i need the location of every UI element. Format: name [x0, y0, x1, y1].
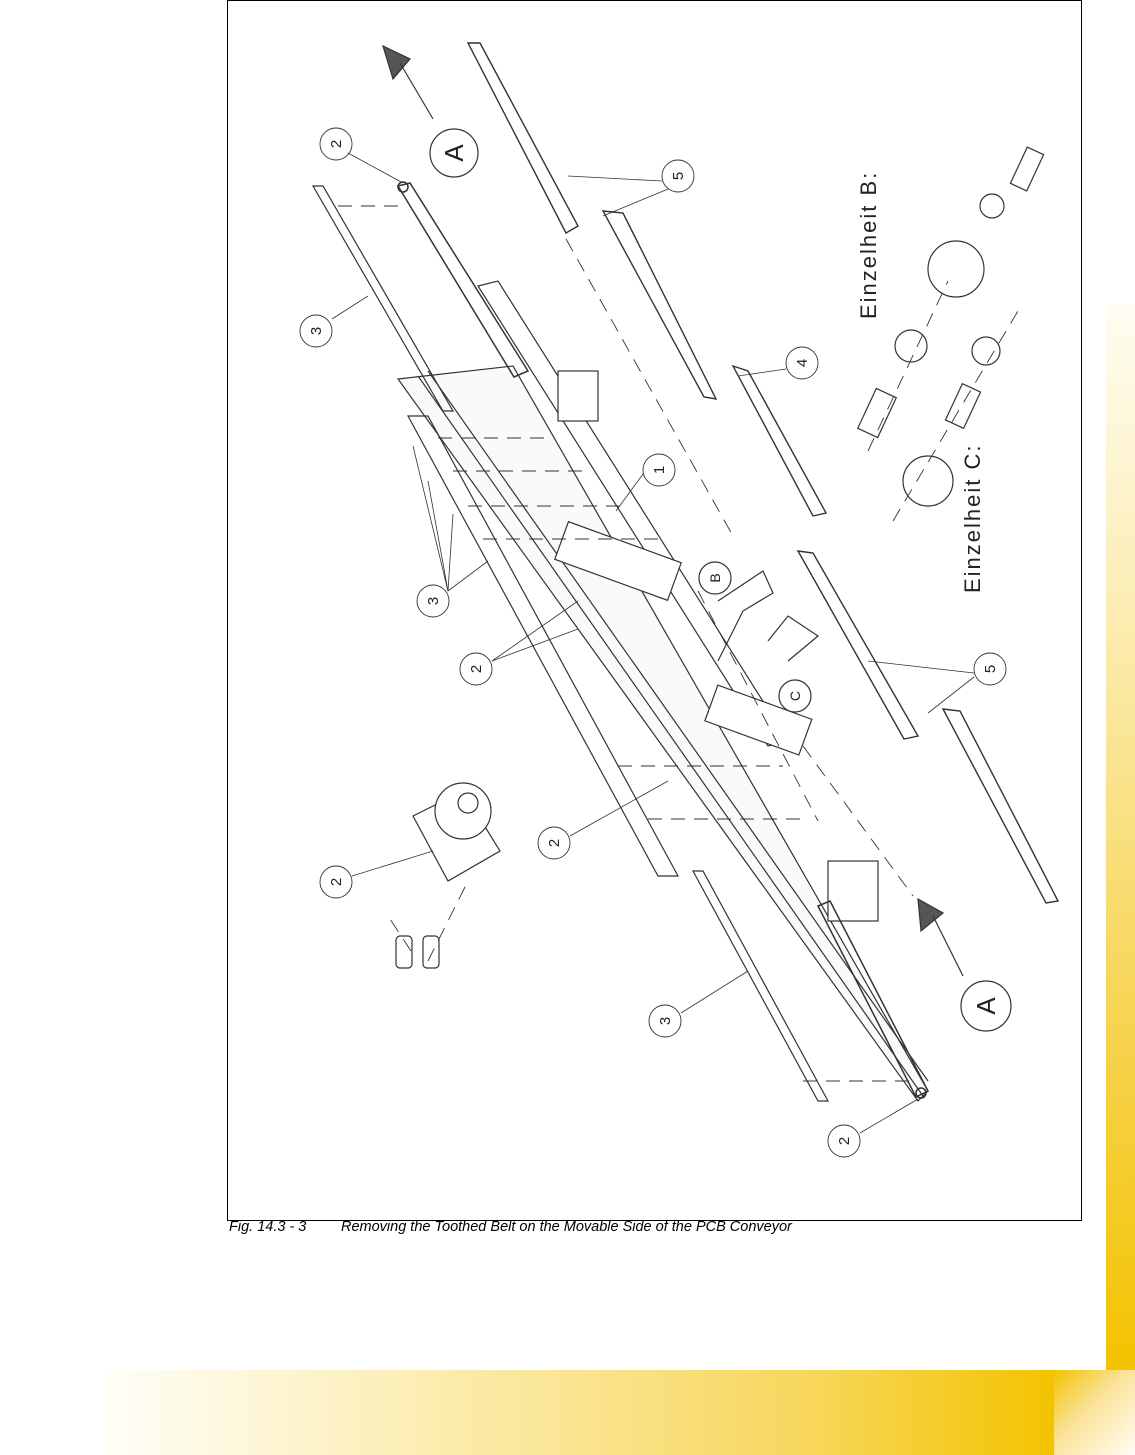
callout-label: 3	[657, 1016, 674, 1026]
callout-label: 1	[651, 465, 668, 475]
callout-label: 5	[670, 171, 687, 181]
assembly-lines	[338, 206, 1018, 1081]
view-arrows	[383, 46, 1011, 1031]
detail-c-label: Einzelheit C:	[960, 443, 985, 593]
callout-label: 2	[328, 139, 345, 149]
drive-gear-assembly	[396, 783, 500, 968]
decorative-bottom-bar	[106, 1370, 1054, 1455]
callout-label: 2	[468, 664, 485, 674]
callout-label: 2	[836, 1136, 853, 1146]
view-marker-top: A	[439, 144, 469, 162]
view-marker-bottom: A	[971, 997, 1001, 1015]
callout-label: 2	[546, 838, 563, 848]
conveyor-rail	[398, 281, 928, 1101]
callout-label: 5	[982, 664, 999, 674]
decorative-side-bar	[1106, 305, 1135, 1370]
detail-ref-c: C	[787, 690, 803, 702]
decorative-corner-block	[1054, 1370, 1135, 1455]
side-strips	[313, 186, 828, 1101]
detail-ref-b: B	[707, 573, 723, 583]
figure-number: Fig. 14.3 - 3	[229, 1219, 307, 1235]
detail-parts	[858, 147, 1044, 506]
figure-title: Removing the Toothed Belt on the Movable Side of the PCB Conveyor	[341, 1219, 792, 1235]
callout-label: 2	[328, 877, 345, 887]
detail-b-label: Einzelheit B:	[856, 170, 881, 319]
callout-label: 3	[425, 596, 442, 606]
callout-label: 4	[794, 358, 811, 368]
exploded-assembly-drawing	[227, 0, 1082, 1221]
callout-label: 3	[308, 326, 325, 336]
figure-caption	[229, 1219, 1089, 1235]
